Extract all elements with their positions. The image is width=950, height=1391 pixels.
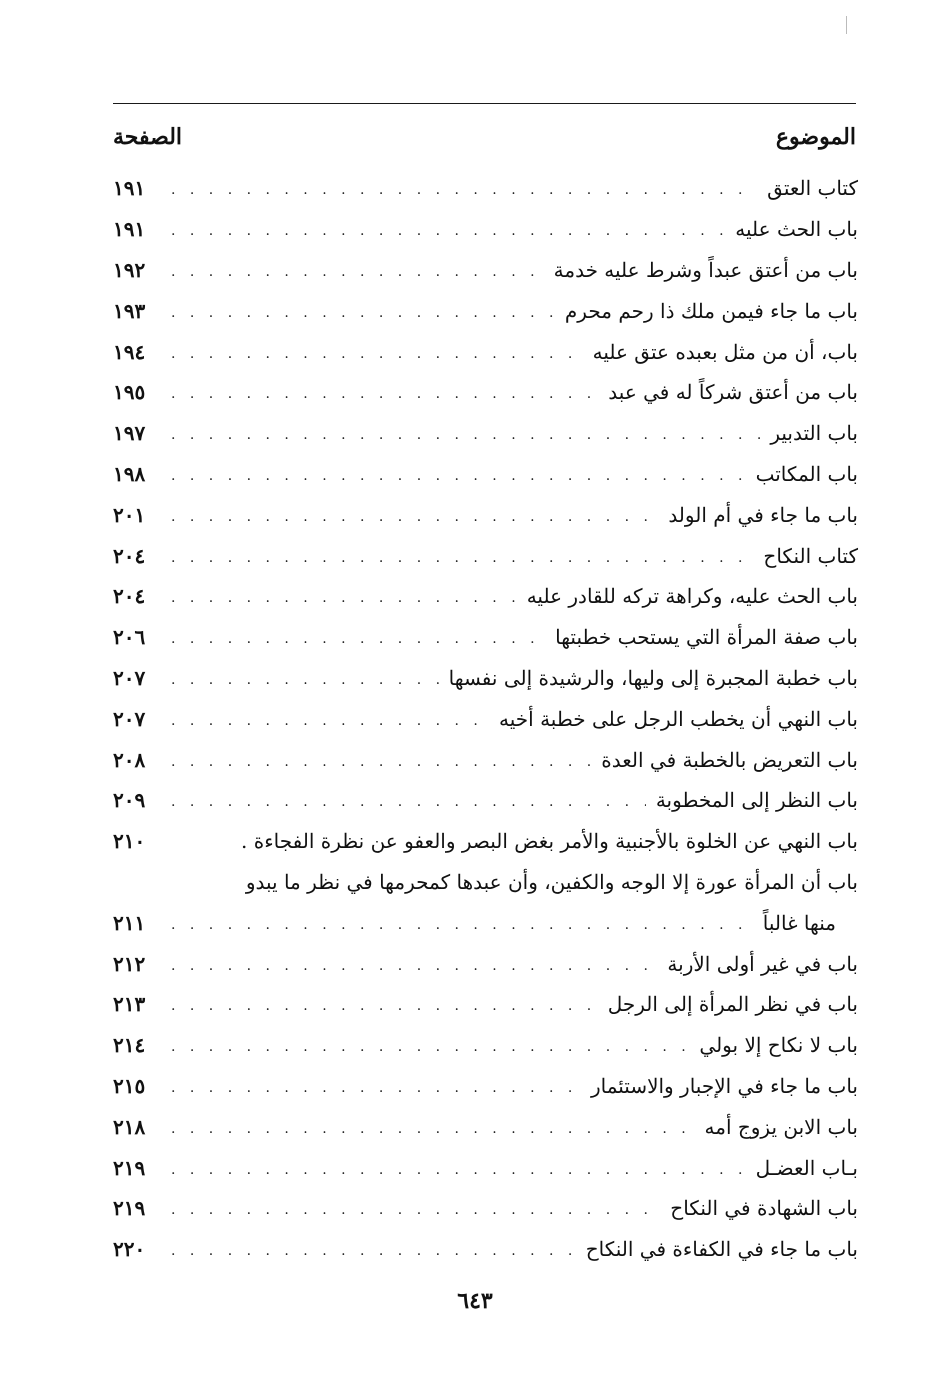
entry-title: باب ما جاء في أم الولد [668,502,858,527]
entry-page: ٢٠٤ [113,543,146,568]
entry-page: ٢١٢ [113,951,146,976]
leader-dots [171,627,545,647]
leader-dots [171,880,236,884]
entry-title: باب الحث عليه [735,217,858,242]
leader-dots [171,1239,576,1259]
leader-dots [171,1158,746,1178]
leader-dots [171,301,555,321]
margin-mark [846,16,847,34]
entry-title: منها غالباً [762,910,836,935]
entry-page: ٢١٣ [113,992,146,1017]
entry-page: ١٩٨ [113,461,146,486]
toc-entry [113,658,858,699]
entry-title: باب في نظر المرأة إلى الرجل [607,992,858,1017]
entry-title: باب في غير أولى الأربة [667,951,858,976]
table-of-contents [113,168,858,1270]
entry-page: ٢١٥ [113,1073,146,1098]
header-rule [113,103,856,104]
toc-entry [113,209,858,250]
entry-page: ٢٠٦ [113,625,146,650]
entry-page: ٢١٩ [113,1196,146,1221]
entry-page: ١٩١ [113,176,146,201]
entry-page: ١٩٢ [113,257,146,282]
leader-dots [171,546,753,566]
leader-dots [171,994,598,1014]
toc-entry [113,821,858,862]
toc-entry [113,617,858,658]
entry-title: باب التعريض بالخطبة في العدة [601,747,858,772]
leader-dots [171,790,646,810]
toc-entry [113,739,858,780]
leader-dots [171,1117,695,1137]
entry-page: ٢٠٩ [113,788,146,813]
entry-page: ٢١٠ [113,829,146,854]
toc-header [113,115,856,159]
page-number: ٦٤٣ [457,1288,493,1314]
leader-dots [171,839,231,843]
entry-title: باب من أعتق عبداً وشرط عليه خدمة [553,257,858,282]
entry-page: ١٩١ [113,217,146,242]
leader-dots [171,1035,689,1055]
entry-title: باب لا نكاح إلا بولي [699,1033,858,1058]
entry-title: باب صفة المرأة التي يستحب خطبتها [555,625,858,650]
leader-dots [171,668,439,688]
leader-dots [171,954,657,974]
entry-title: باب ما جاء في الإجبار والاستئمار [590,1073,858,1098]
toc-entry [113,413,858,454]
entry-page: ١٩٤ [113,339,146,364]
entry-page: ٢١٩ [113,1155,146,1180]
entry-title: باب ما جاء فيمن ملك ذا رحم محرم [564,298,858,323]
leader-dots [171,423,760,443]
entry-page: ١٩٣ [113,298,146,323]
toc-entry [113,576,858,617]
toc-entry [113,698,858,739]
leader-dots [171,260,544,280]
toc-entry [113,780,858,821]
page-column-label: الصفحة [113,124,183,150]
toc-entry [113,535,858,576]
entry-title: باب الشهادة في النكاح [670,1196,858,1221]
entry-page: ٢٢٠ [113,1237,146,1262]
toc-entry [113,331,858,372]
subject-column-label: الموضوع [775,124,856,150]
leader-dots [171,505,658,525]
entry-title: باب ما جاء في الكفاءة في النكاح [585,1237,858,1262]
entry-title: باب النهي عن الخلوة بالأجنبية والأمر بغض البصر والعفو عن نظرة الفجاءة . [241,829,858,854]
leader-dots [171,913,753,933]
entry-title: باب، أن من مثل بعبده عتق عليه [592,339,858,364]
entry-title: باب الابن يزوج أمه [704,1114,858,1139]
entry-title: باب النظر إلى المخطوبة [655,788,858,813]
entry-title: باب النهي أن يخطب الرجل على خطبة أخيه [499,706,858,731]
toc-entry [113,902,858,943]
entry-title: كتاب العتق [767,176,858,201]
toc-entry [113,454,858,495]
leader-dots [171,750,591,770]
entry-page: ٢١٨ [113,1114,146,1139]
toc-entry [113,1106,858,1147]
leader-dots [171,1198,660,1218]
leader-dots [171,342,583,362]
toc-entry [113,290,858,331]
toc-entry [113,494,858,535]
entry-title: باب أن المرأة عورة إلا الوجه والكفين، وأن عبدها كمحرمها في نظر ما يبدو [245,869,858,894]
entry-title: باب الحث عليه، وكراهة تركه للقادر عليه [526,584,858,609]
entry-page: ٢٠٧ [113,706,146,731]
toc-entry [113,168,858,209]
toc-entry [113,984,858,1025]
entry-title: باب التدبير [770,421,858,446]
toc-entry [113,1025,858,1066]
toc-entry [113,1188,858,1229]
entry-title: كتاب النكاح [763,543,858,568]
toc-entry [113,372,858,413]
entry-title: باب خطبة المجبرة إلى وليها، والرشيدة إلى نفسها [448,665,858,690]
entry-title: بـاب العضـل [755,1155,858,1180]
entry-page: ٢٠٧ [113,665,146,690]
entry-page: ٢١١ [113,910,146,935]
entry-page: ١٩٥ [113,380,146,405]
toc-entry [113,1147,858,1188]
leader-dots [171,382,598,402]
entry-title: باب من أعتق شركاً له في عبد [608,380,858,405]
leader-dots [171,219,725,239]
toc-entry [113,862,858,903]
toc-entry [113,1066,858,1107]
entry-page: ٢٠١ [113,502,146,527]
toc-entry [113,250,858,291]
entry-page: ٢٠٤ [113,584,146,609]
leader-dots [171,709,489,729]
entry-page: ٢١٤ [113,1033,146,1058]
leader-dots [171,1076,581,1096]
leader-dots [171,464,746,484]
entry-page: ١٩٧ [113,421,146,446]
toc-entry [113,1229,858,1270]
leader-dots [171,586,517,606]
leader-dots [171,178,757,198]
entry-title: باب المكاتب [755,461,858,486]
entry-page: ٢٠٨ [113,747,146,772]
toc-entry [113,943,858,984]
